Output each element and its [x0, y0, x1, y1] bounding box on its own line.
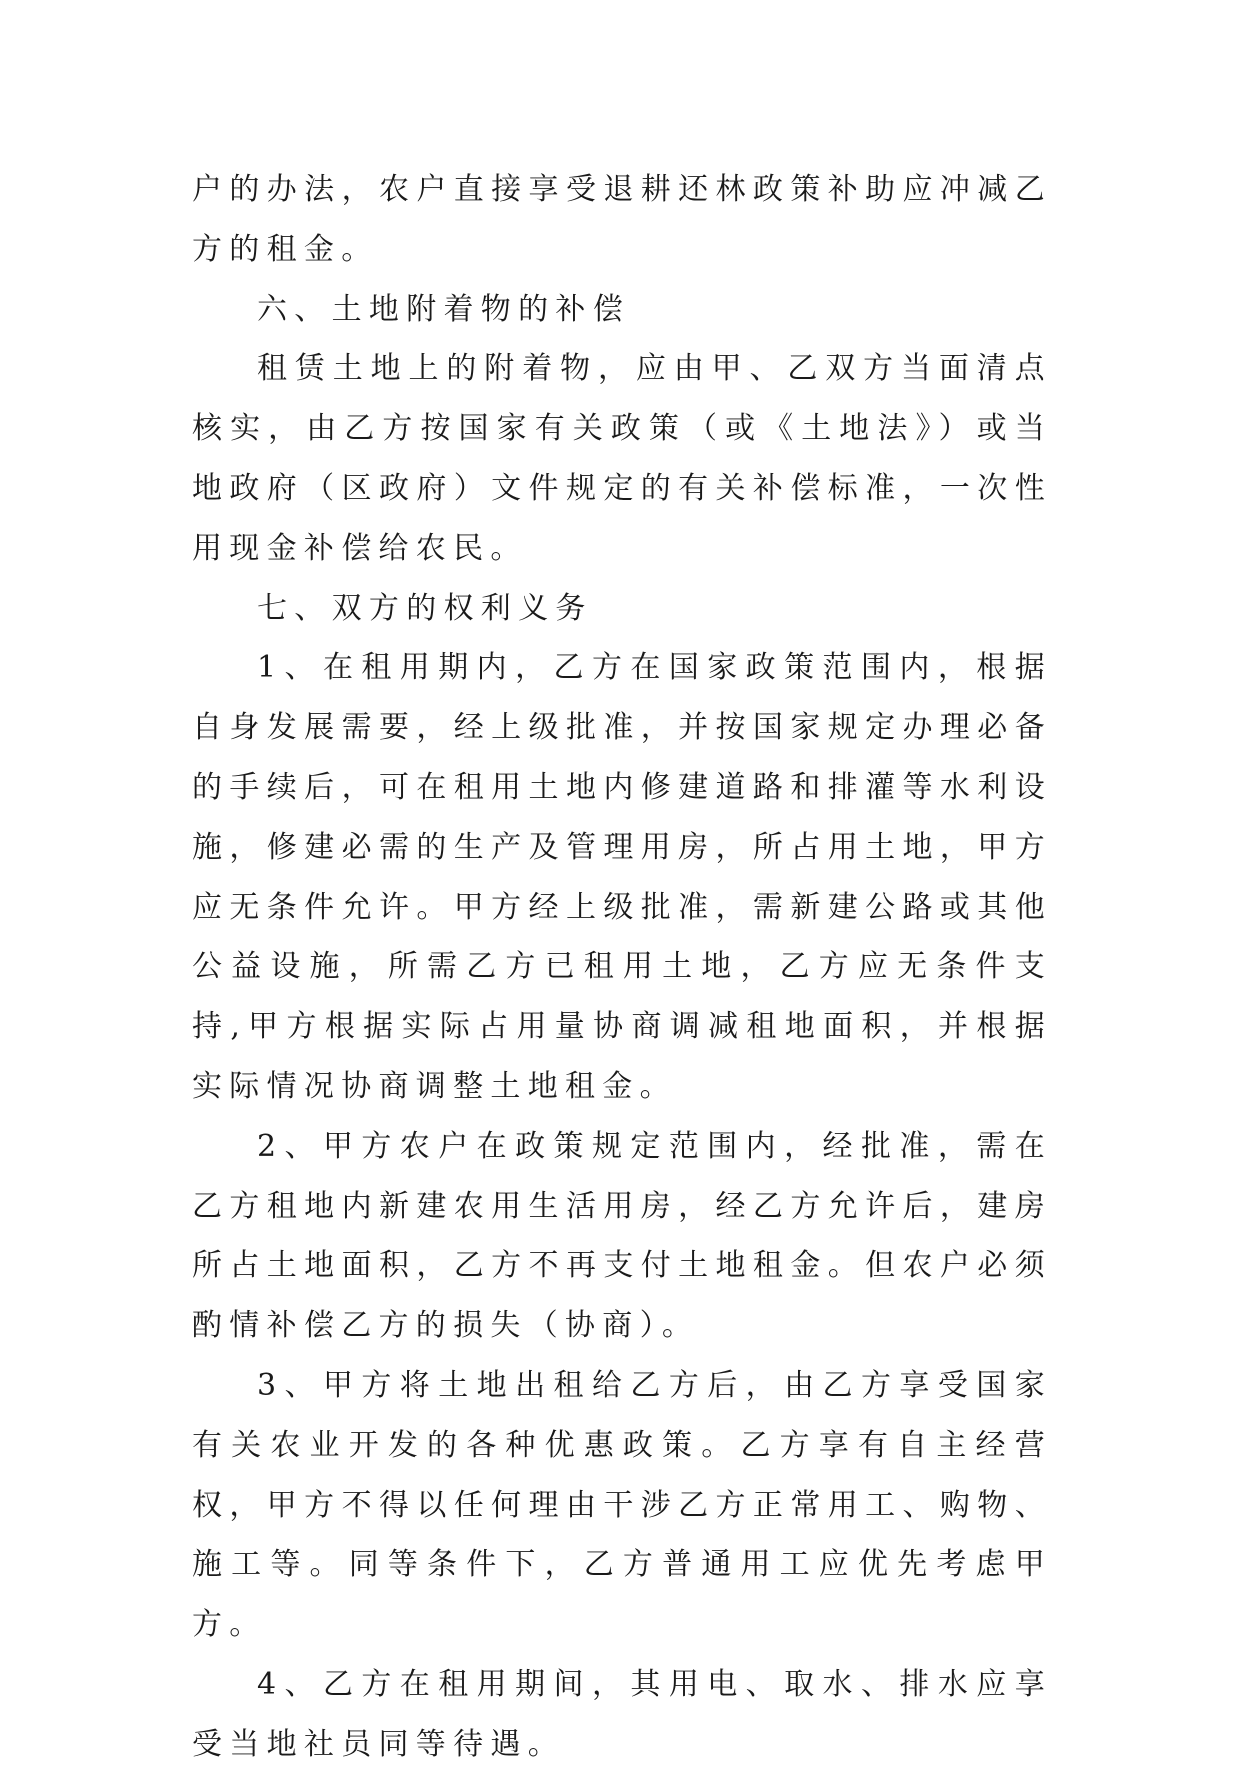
heading-rights-obligations: 七、双方的权利义务 — [257, 590, 593, 626]
paragraph-rent-offset: 户的办法，农户直接享受退耕还林政策补助应冲减乙方的租金。 — [192, 172, 1052, 267]
paragraph-attachment-compensation: 租赁土地上的附着物，应由甲、乙双方当面清点核实，由乙方按国家有关政策（或《土地法》）或当地政府（区政府）文件规定的有关补偿标准，一次性用现金补偿给农民。 — [192, 351, 1052, 566]
paragraph-clause-3: 3、甲方将土地出租给乙方后，由乙方享受国家有关农业开发的各种优惠政策。乙方享有自主经营权，甲方不得以任何理由干涉乙方正常用工、购物、施工等。同等条件下，乙方普通用工应优先考虑甲方。 — [192, 1367, 1052, 1643]
heading-attachment-compensation: 六、土地附着物的补偿 — [257, 291, 630, 327]
document-body — [192, 160, 1052, 1775]
paragraph-clause-4: 4、乙方在租用期间，其用电、取水、排水应享受当地社员同等待遇。 — [192, 1666, 1052, 1762]
paragraph-clause-2: 2、甲方农户在政策规定范围内，经批准，需在乙方租地内新建农用生活用房，经乙方允许后，建房所占土地面积，乙方不再支付土地租金。但农户必须酌情补偿乙方的损失（协商）。 — [192, 1128, 1052, 1344]
paragraph-clause-1: 1、在租用期内，乙方在国家政策范围内，根据自身发展需要，经上级批准，并按国家规定办理必备的手续后，可在租用土地内修建道路和排灌等水利设施，修建必需的生产及管理用房，所占用土地，甲方应无条件允许。甲方经上级批准，需新建公路或其他公益设施，所需乙方已租用土地，乙方应无条件支持,甲方根据实际占用量协商调减租地面积，并根据实际情况协商调整土地租金。 — [192, 650, 1052, 1104]
